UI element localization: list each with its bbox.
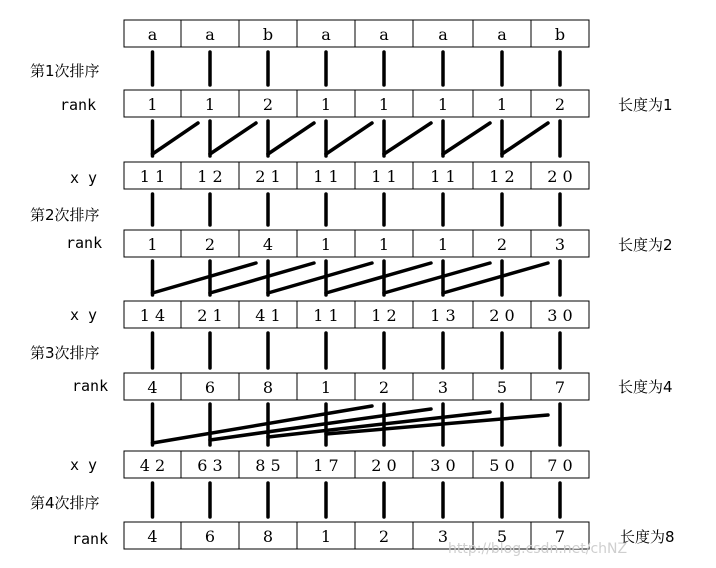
- round-label-1: 第1次排序: [30, 62, 100, 80]
- connectors: [153, 52, 561, 517]
- cell-row-rank: [124, 90, 589, 117]
- cell-value: 3: [554, 235, 566, 254]
- cell-value: 2 1: [255, 167, 281, 186]
- cell-value: 2 0: [489, 306, 515, 325]
- cell-value: 1 3: [430, 306, 456, 325]
- cell-value: 3 0: [547, 306, 573, 325]
- cell-value: 1: [378, 95, 390, 114]
- cell-value: 2: [496, 235, 508, 254]
- cell-value: 1: [378, 235, 390, 254]
- diagonal-connector: [384, 123, 431, 154]
- cell-value: 2 1: [197, 306, 223, 325]
- cell-value: 5: [496, 378, 508, 397]
- cell-value: 3: [437, 527, 449, 546]
- length-label-3: 长度为4: [618, 378, 673, 396]
- cell-row-xy: [124, 451, 589, 478]
- cell-value: a: [147, 25, 158, 44]
- diagonal-connector: [502, 123, 548, 154]
- cell-row-chars: [124, 20, 589, 47]
- cell-value: 1 1: [430, 167, 456, 186]
- cell-value: 1: [437, 95, 449, 114]
- cell-value: 6 3: [197, 456, 223, 475]
- cell-value: 1 1: [313, 167, 339, 186]
- diagonal-connector: [153, 263, 257, 293]
- row-label-xy-2: x y: [70, 306, 98, 324]
- cell-value: 1 2: [489, 167, 515, 186]
- cell-value: 1: [320, 527, 332, 546]
- cell-value: 1 1: [313, 306, 339, 325]
- cell-value: 7: [554, 378, 566, 397]
- cell-value: a: [438, 25, 448, 44]
- cell-value: 2 0: [547, 167, 573, 186]
- cell-value: 1 2: [197, 167, 223, 186]
- cell-value: 4 1: [255, 306, 281, 325]
- diagonal-connector: [268, 263, 372, 293]
- diagonal-connector: [210, 123, 256, 154]
- watermark-text: http://blog.csdn.net/chNZ: [448, 541, 628, 557]
- cell-value: 1: [204, 95, 216, 114]
- diagonal-connector: [443, 263, 548, 293]
- cell-value: 8: [262, 378, 274, 397]
- cell-value: 3: [437, 378, 449, 397]
- cell-row-rank: [124, 373, 589, 400]
- length-label-4: 长度为8: [620, 528, 675, 546]
- cell-value: 1: [147, 235, 158, 254]
- row-label-rank-2: rank: [66, 234, 103, 252]
- cell-value: 2: [378, 378, 390, 397]
- cell-value: b: [554, 25, 566, 44]
- row-label-xy-1: x y: [70, 169, 98, 187]
- cell-value: 4: [147, 378, 158, 397]
- cell-value: 2: [262, 95, 274, 114]
- cell-value: a: [497, 25, 507, 44]
- diagonal-connector: [268, 123, 314, 154]
- cell-value: a: [321, 25, 331, 44]
- cell-value: b: [262, 25, 274, 44]
- cell-value: 1: [147, 95, 158, 114]
- cell-value: 1 7: [313, 456, 339, 475]
- cell-value: 1 4: [139, 306, 166, 325]
- cell-value: 8 5: [255, 456, 281, 475]
- cell-row-xy: [124, 301, 589, 328]
- cell-value: 1: [320, 378, 332, 397]
- round-label-4: 第4次排序: [30, 494, 100, 512]
- cell-value: 1: [437, 235, 449, 254]
- cell-value: 4 2: [139, 456, 166, 475]
- cell-value: a: [379, 25, 389, 44]
- cell-value: 6: [204, 378, 216, 397]
- diagonal-connector: [153, 406, 373, 443]
- diagonal-connector: [153, 123, 199, 154]
- cell-value: 4: [147, 527, 158, 546]
- cell-value: 2 0: [371, 456, 397, 475]
- diagonal-connector: [326, 123, 372, 154]
- cell-value: 1 2: [371, 306, 397, 325]
- cell-value: 2: [204, 235, 216, 254]
- cell-value: 2: [378, 527, 390, 546]
- cell-value: 6: [204, 527, 216, 546]
- cell-value: 8: [262, 527, 274, 546]
- diagonal-connector: [210, 263, 314, 293]
- cell-value: 1 1: [371, 167, 397, 186]
- cell-value: 1: [496, 95, 508, 114]
- cell-value: 7: [554, 527, 566, 546]
- length-label-1: 长度为1: [618, 96, 673, 114]
- cell-value: 4: [262, 235, 274, 254]
- cell-value: 1: [320, 235, 332, 254]
- cell-value: 1 1: [139, 167, 166, 186]
- cell-row-xy: [124, 162, 589, 189]
- cell-value: 3 0: [430, 456, 456, 475]
- row-label-rank-3: rank: [72, 377, 109, 395]
- cell-value: 5 0: [489, 456, 515, 475]
- round-label-3: 第3次排序: [30, 344, 100, 362]
- cell-row-rank: [124, 230, 589, 257]
- cell-value: 2: [554, 95, 566, 114]
- diagonal-connector: [384, 263, 490, 293]
- row-label-xy-3: x y: [70, 456, 98, 474]
- cell-value: 1: [320, 95, 332, 114]
- cell-value: 5: [496, 527, 508, 546]
- diagonal-connector: [326, 263, 431, 293]
- row-label-rank-1: rank: [60, 96, 97, 114]
- length-label-2: 长度为2: [618, 236, 673, 254]
- round-label-2: 第2次排序: [30, 206, 100, 224]
- diagonal-connector: [443, 123, 490, 154]
- row-label-rank-4: rank: [72, 530, 109, 548]
- cell-value: 7 0: [547, 456, 573, 475]
- cell-value: a: [205, 25, 215, 44]
